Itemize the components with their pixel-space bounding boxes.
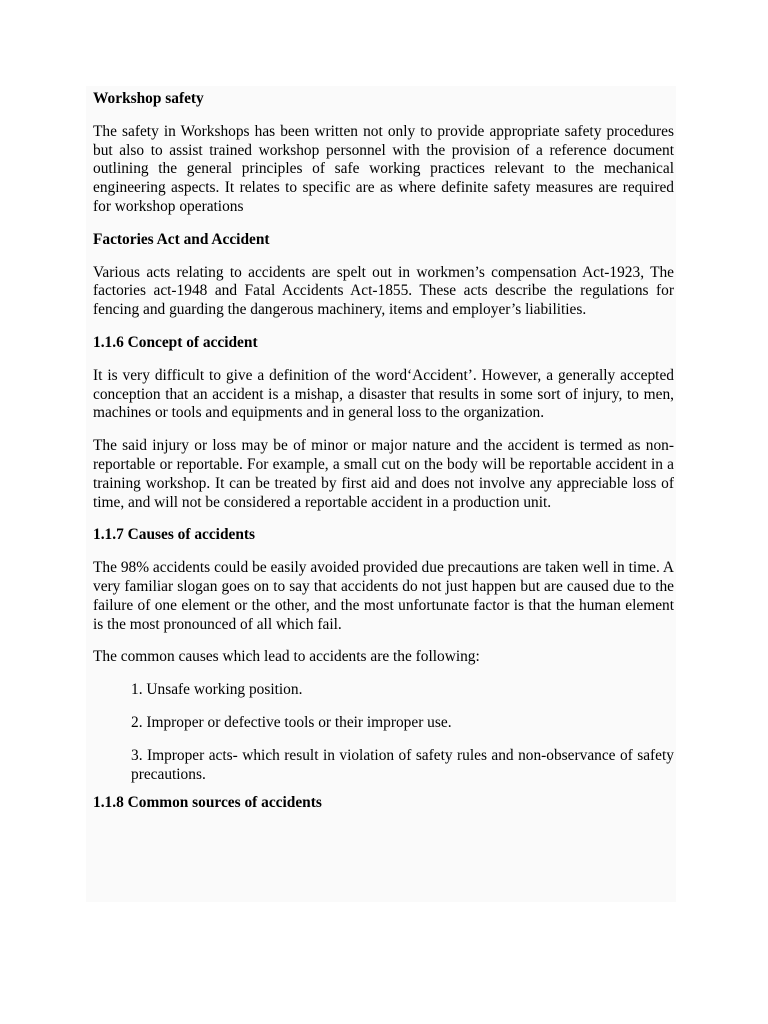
list-item-unsafe-position: 1. Unsafe working position. bbox=[131, 681, 303, 699]
paragraph-causes-intro: The common causes which lead to accidents are the following: bbox=[93, 648, 480, 666]
paragraph-factories-act: Various acts relating to accidents are spelt out in workmen’s compensation Act-1923, The factories act-1948 and Fatal Accidents Act-1855. These acts describe the regulations for fencing and guarding the dangerous machinery, items and employer’s liabilities. bbox=[93, 263, 674, 319]
section-heading-causes-of-accidents: 1.1.7 Causes of accidents bbox=[93, 526, 256, 544]
section-heading-workshop-safety: Workshop safety bbox=[93, 90, 204, 107]
paragraph-concept-definition: It is very difficult to give a definition of the word‘Accident’. However, a generally accepted conception that an accident is a mishap, a disaster that results in some sort of injury, to men, machines or tools and equipments and in general loss to the organization. bbox=[93, 366, 674, 422]
list-item-defective-tools: 2. Improper or defective tools or their improper use. bbox=[131, 713, 452, 731]
section-heading-concept-of-accident: 1.1.6 Concept of accident bbox=[93, 333, 258, 351]
paragraph-concept-injury: The said injury or loss may be of minor or major nature and the accident is termed as non-reportable or reportable. For example, a small cut on the body will be reportable accident in a training workshop. It can be treated by first aid and does not involve any appreciable loss of time, and will not be considered a reportable accident in a production unit. bbox=[93, 437, 674, 511]
paragraph-causes-avoided: The 98% accidents could be easily avoided provided due precautions are taken well in time. A very familiar slogan goes on to say that accidents do not just happen but are caused due to the failure of one element or the other, and the most unfortunate factor is that the human element is the most pronounced of all which fail. bbox=[93, 559, 674, 633]
section-heading-common-sources: 1.1.8 Common sources of accidents bbox=[93, 794, 322, 812]
paragraph-workshop-safety: The safety in Workshops has been written not only to provide appropriate safety procedures but also to assist trained workshop personnel with the provision of a reference document outlining the general principles of safe working practices relevant to the mechanical engineering aspects. It relates to specific are as where definite safety measures are required for workshop operations bbox=[93, 122, 674, 215]
document-page bbox=[86, 86, 676, 902]
section-heading-factories-act: Factories Act and Accident bbox=[93, 230, 270, 248]
list-item-improper-acts: 3. Improper acts- which result in violation of safety rules and non-observance of safety precautions. bbox=[131, 746, 674, 783]
